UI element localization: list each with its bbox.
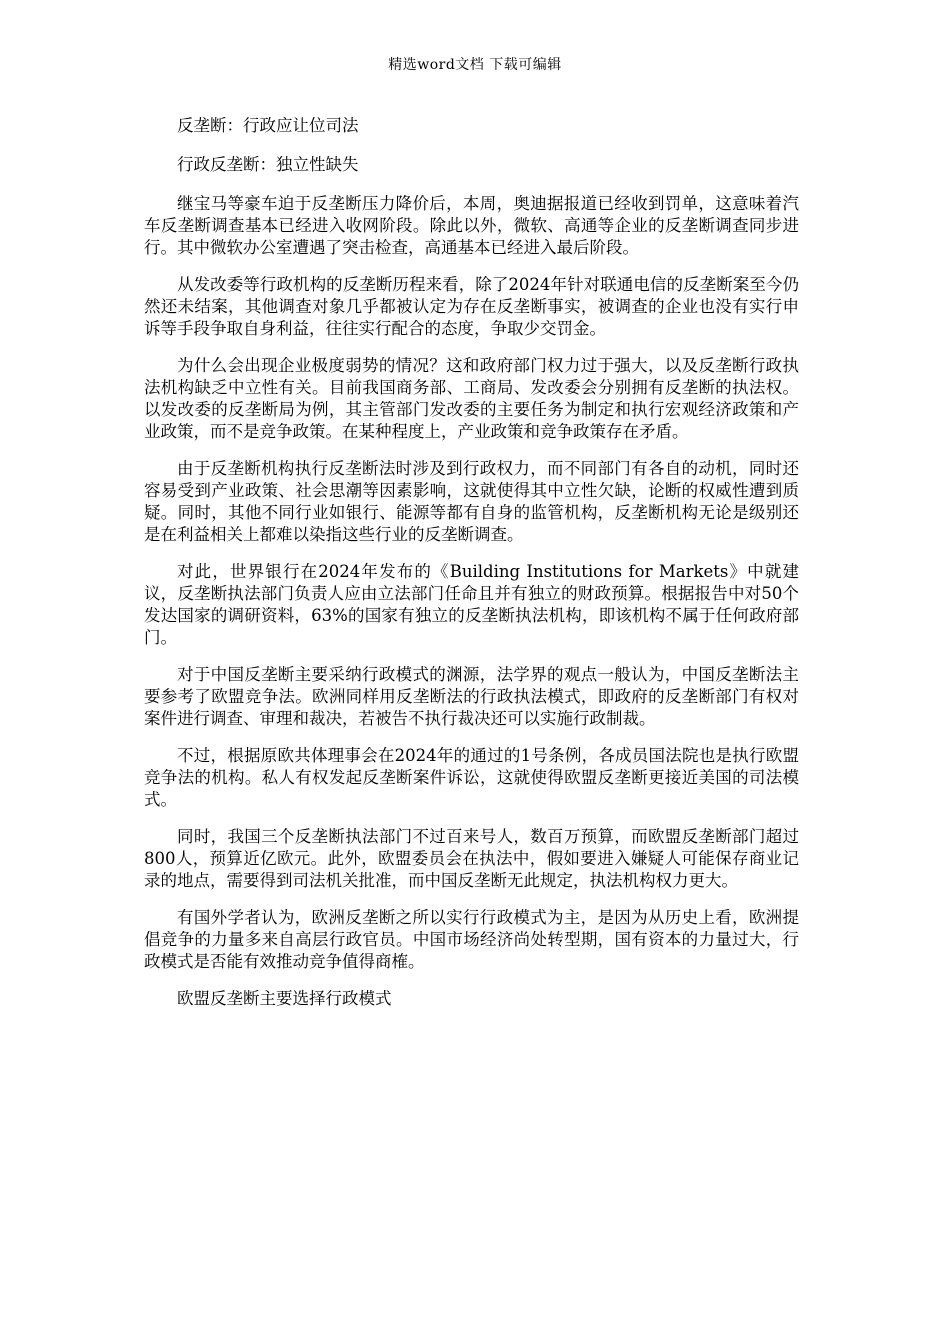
paragraph: 对于中国反垄断主要采纳行政模式的渊源，法学界的观点一般认为，中国反垄断法主要参考了欧盟竞争法。欧洲同样用反垄断法的行政执法模式，即政府的反垄断部门有权对案件进行调查、审理和裁决，若被告不执行裁决还可以实施行政制裁。: [144, 665, 799, 728]
paragraph: 对此，世界银行在2024年发布的《Building Institutions for Markets》中就建议，反垄断执法部门负责人应由立法部门任命且并有独立的财政预算。根据报告中对50个发达国家的调研资料，63%的国家有独立的反垄断执法机构，即该机构不属于任何政府部门。: [144, 562, 799, 647]
page-header: 精选word文档 下载可编辑: [388, 57, 562, 73]
document-body: [144, 115, 799, 1027]
paragraph: 为什么会出现企业极度弱势的情况？这和政府部门权力过于强大，以及反垄断行政执法机构缺乏中立性有关。目前我国商务部、工商局、发改委会分别拥有反垄断的执法权。以发改委的反垄断局为例，其主管部门发改委的主要任务为制定和执行宏观经济政策和产业政策，而不是竞争政策。在某种程度上，产业政策和竞争政策存在矛盾。: [144, 356, 799, 441]
section-heading-2: 欧盟反垄断主要选择行政模式: [177, 989, 392, 1008]
paragraph: 有国外学者认为，欧洲反垄断之所以实行行政模式为主，是因为从历史上看，欧洲提倡竞争的力量多来自高层行政官员。中国市场经济尚处转型期，国有资本的力量过大，行政模式是否能有效推动竞争值得商榷。: [144, 908, 799, 971]
document-title: 反垄断：行政应让位司法: [177, 116, 359, 135]
paragraph: 从发改委等行政机构的反垄断历程来看，除了2024年针对联通电信的反垄断案至今仍然还未结案，其他调查对象几乎都被认定为存在反垄断事实，被调查的企业也没有实行申诉等手段争取自身利益，往往实行配合的态度，争取少交罚金。: [144, 275, 799, 338]
paragraph: 继宝马等豪车迫于反垄断压力降价后，本周，奥迪据报道已经收到罚单，这意味着汽车反垄断调查基本已经进入收网阶段。除此以外，微软、高通等企业的反垄断调查同步进行。其中微软办公室遭遇了突击检查，高通基本已经进入最后阶段。: [144, 194, 799, 257]
paragraph: 同时，我国三个反垄断执法部门不过百来号人，数百万预算，而欧盟反垄断部门超过800人，预算近亿欧元。此外，欧盟委员会在执法中，假如要进入嫌疑人可能保存商业记录的地点，需要得到司法机关批准，而中国反垄断无此规定，执法机构权力更大。: [144, 827, 799, 890]
paragraph: 不过，根据原欧共体理事会在2024年的通过的1号条例，各成员国法院也是执行欧盟竞争法的机构。私人有权发起反垄断案件诉讼，这就使得欧盟反垄断更接近美国的司法模式。: [144, 746, 799, 809]
paragraph: 由于反垄断机构执行反垄断法时涉及到行政权力，而不同部门有各自的动机，同时还容易受到产业政策、社会思潮等因素影响，这就使得其中立性欠缺，论断的权威性遭到质疑。同时，其他不同行业如银行、能源等都有自身的监管机构，反垄断机构无论是级别还是在利益相关上都难以染指这些行业的反垄断调查。: [144, 459, 799, 544]
section-heading-1: 行政反垄断：独立性缺失: [177, 155, 359, 174]
